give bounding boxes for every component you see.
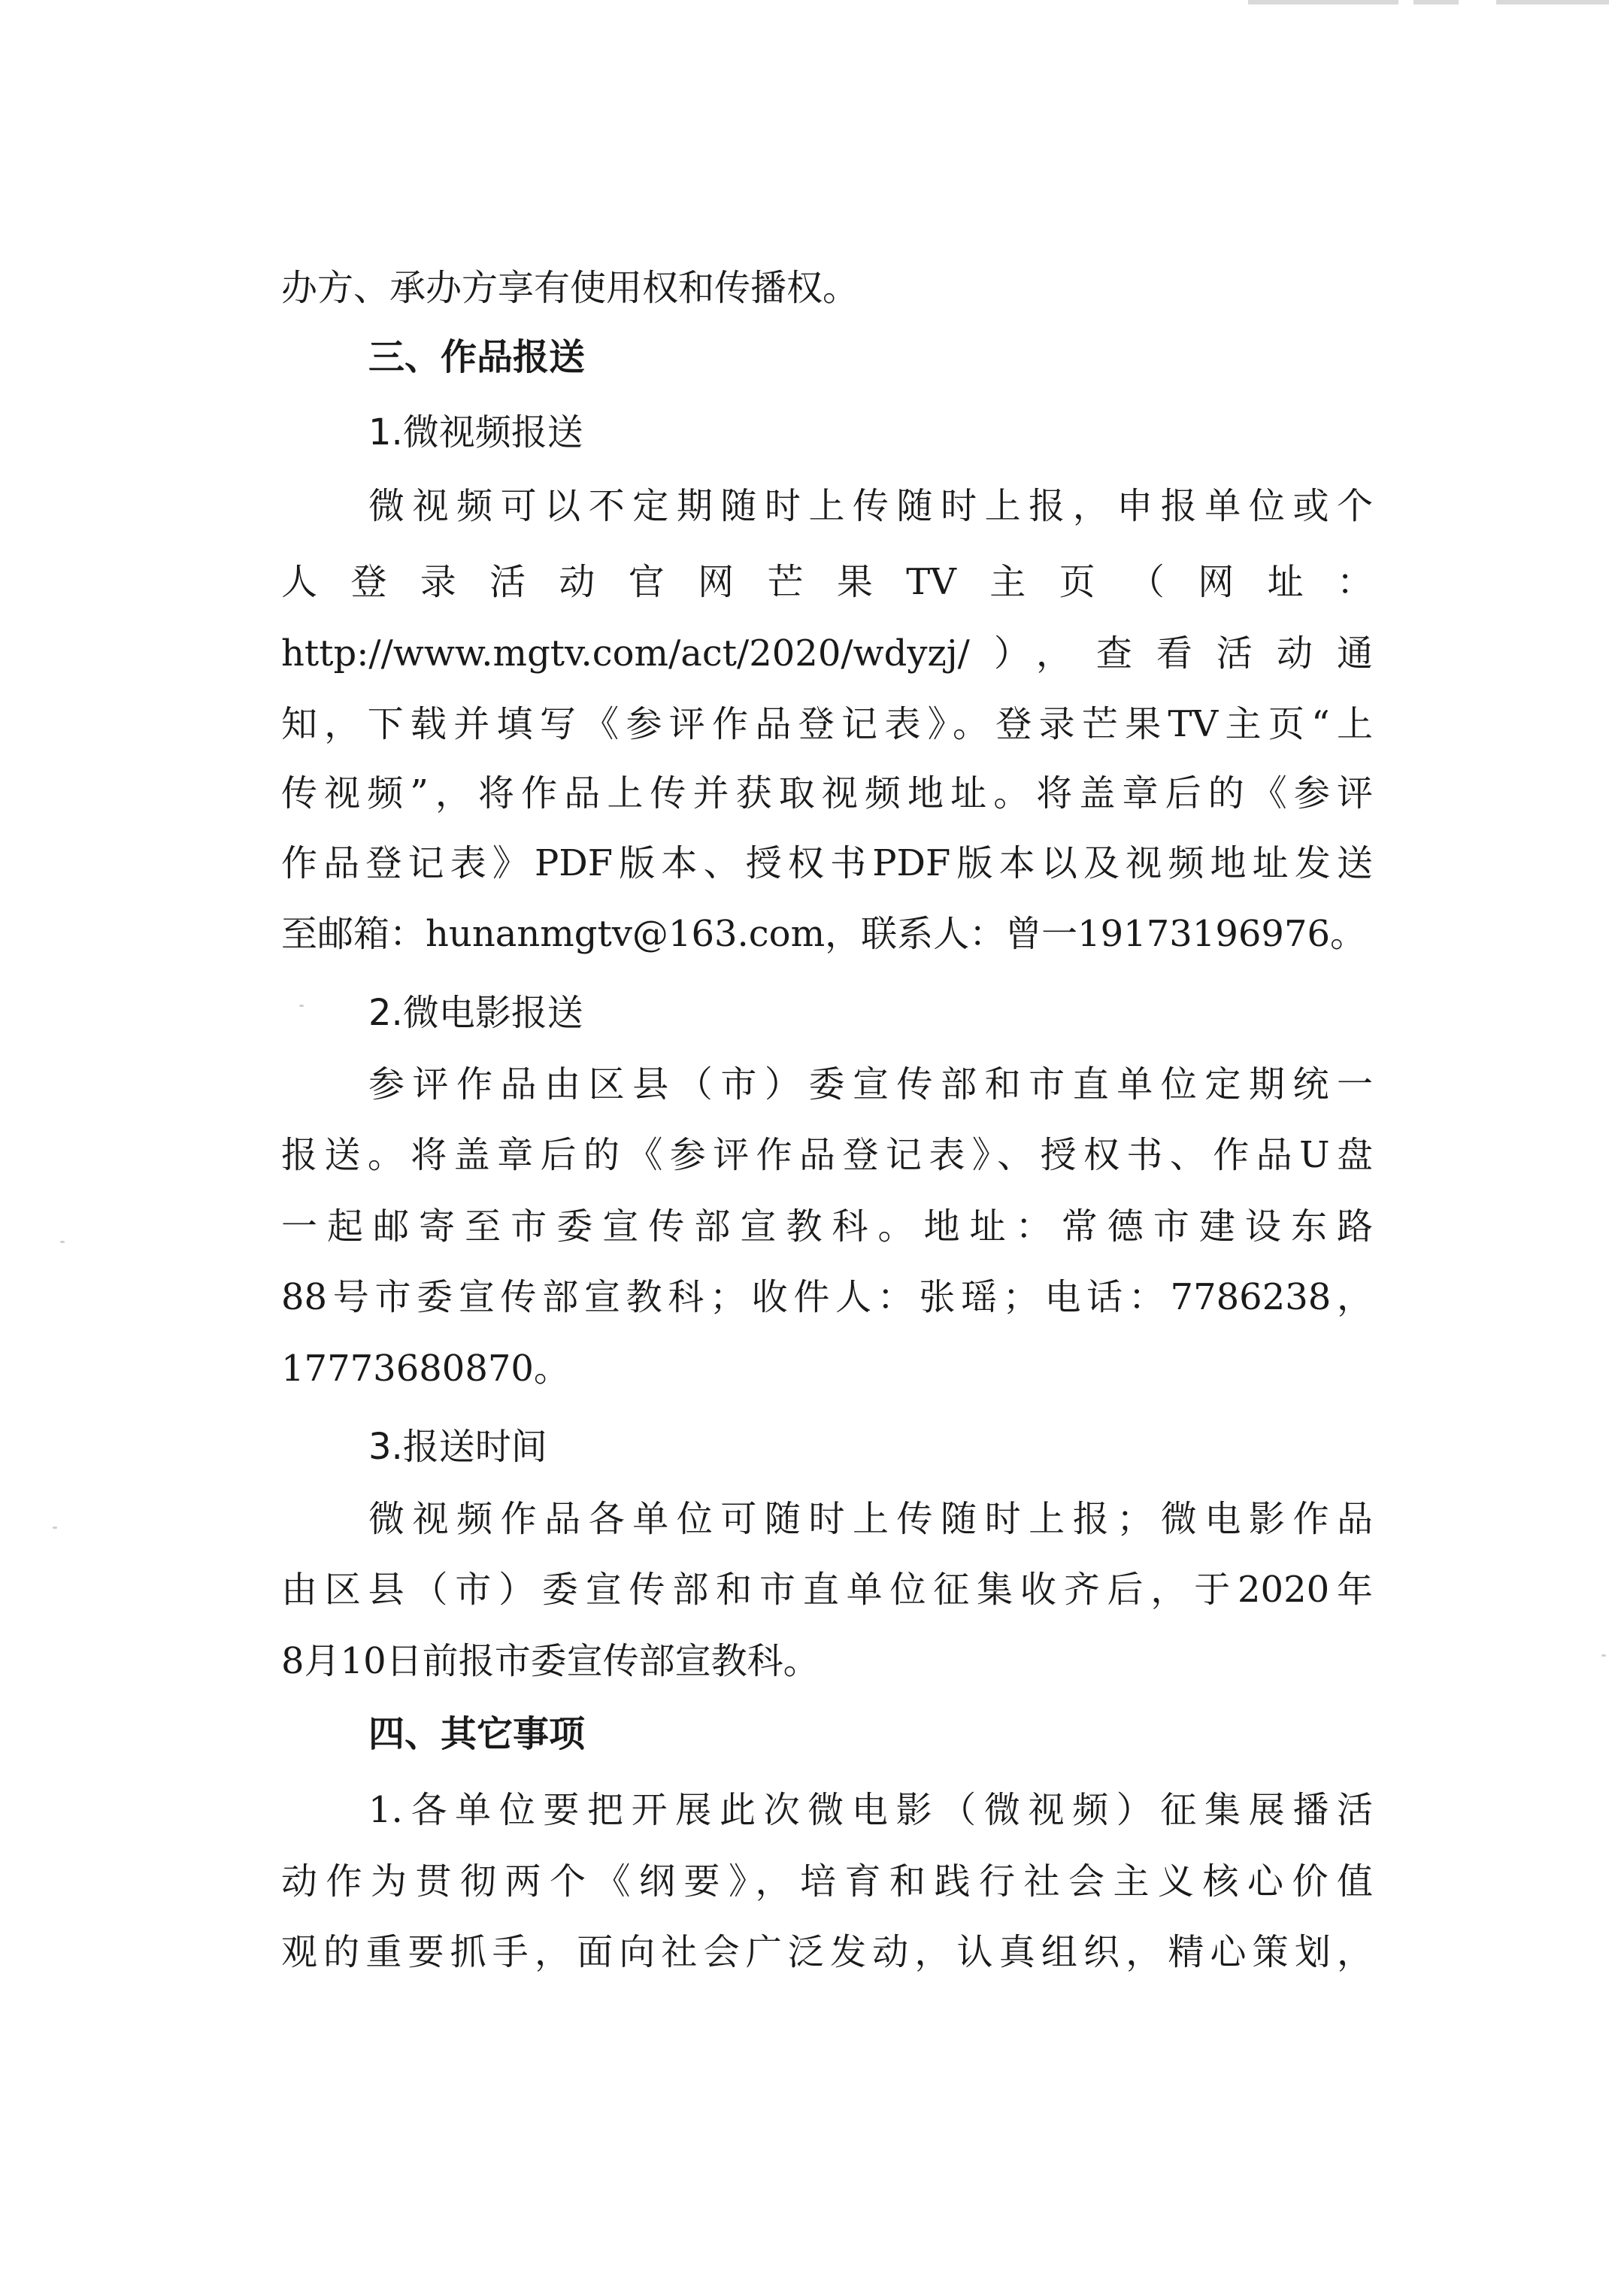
body-text-line: 人登录活动官网芒果TV主页（网址： — [281, 561, 1373, 603]
body-text-line: 知，下载并填写《参评作品登记表》。登录芒果TV主页“上 — [281, 703, 1373, 745]
scan-edge-mark — [1413, 0, 1459, 5]
section-heading: 三、作品报送 — [368, 336, 586, 378]
scan-edge-mark — [1496, 0, 1609, 5]
body-text-line: 至邮箱：hunanmgtv@163.com，联系人：曾一19173196976。 — [281, 913, 1367, 955]
body-text-line: 观的重要抓手，面向社会广泛发动，认真组织，精心策划， — [281, 1931, 1373, 1973]
body-text-line: 微视频可以不定期随时上传随时上报，申报单位或个 — [368, 485, 1373, 527]
body-text-line: 动作为贯彻两个《纲要》，培育和践行社会主义核心价值 — [281, 1860, 1373, 1903]
section-heading: 四、其它事项 — [368, 1713, 586, 1755]
body-text-line: 微视频作品各单位可随时上传随时上报；微电影作品 — [368, 1498, 1373, 1540]
scan-speck — [299, 1005, 304, 1007]
body-text-line: 1.各单位要把开展此次微电影（微视频）征集展播活 — [368, 1789, 1373, 1831]
scan-speck — [60, 1241, 65, 1243]
body-text-line: 17773680870。 — [281, 1348, 570, 1390]
scan-speck — [53, 1527, 57, 1529]
body-text-line: 88号市委宣传部宣教科；收件人：张瑶；电话：7786238， — [281, 1276, 1373, 1318]
body-text-line: 8月10日前报市委宣传部宣教科。 — [281, 1640, 820, 1682]
subsection-heading: 3.报送时间 — [368, 1426, 547, 1468]
body-text-line: 作品登记表》PDF版本、授权书PDF版本以及视频地址发送 — [281, 842, 1373, 884]
scan-edge-mark — [1248, 0, 1398, 5]
body-text-line: 一起邮寄至市委宣传部宣教科。地址：常德市建设东路 — [281, 1205, 1373, 1248]
subsection-heading: 2.微电影报送 — [368, 992, 583, 1034]
scan-speck — [1601, 1654, 1606, 1657]
subsection-heading: 1.微视频报送 — [368, 411, 583, 453]
body-text-line: 传视频”，将作品上传并获取视频地址。将盖章后的《参评 — [281, 772, 1373, 814]
body-text-line: 参评作品由区县（市）委宣传部和市直单位定期统一 — [368, 1063, 1373, 1105]
body-text-line: http://www.mgtv.com/act/2020/wdyzj/），查看活动通 — [281, 632, 1373, 675]
body-text-line: 报送。将盖章后的《参评作品登记表》、授权书、作品U盘 — [281, 1134, 1373, 1176]
body-text-line: 办方、承办方享有使用权和传播权。 — [281, 267, 859, 309]
body-text-line: 由区县（市）委宣传部和市直单位征集收齐后，于2020年 — [281, 1569, 1373, 1611]
